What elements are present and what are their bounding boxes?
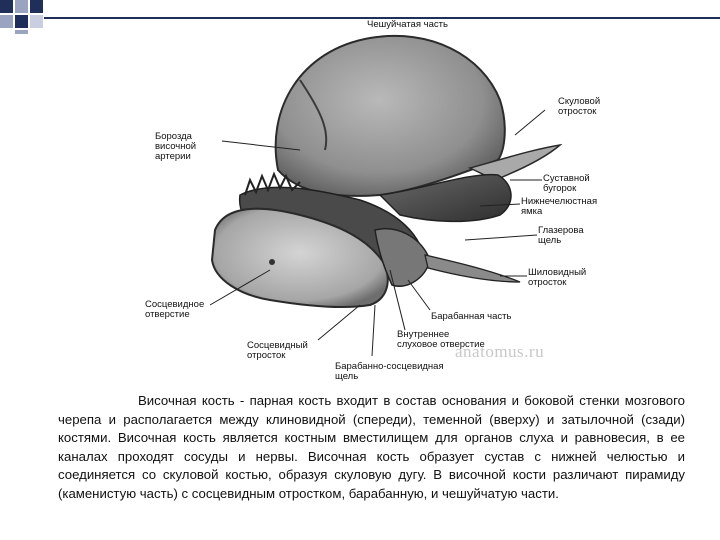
label-internal-acoustic-opening: Внутреннее слуховое отверстие — [397, 329, 485, 350]
label-mastoid-foramen: Сосцевидное отверстие — [145, 299, 205, 320]
label-tympanic-part: Барабанная часть — [431, 311, 512, 322]
description-paragraph: Височная кость - парная кость входит в состав основания и боковой стенки мозгового черепа и располагается между клиновидной (спереди), теменной (вверху) и затылочной (сзади) костями. Височная кость является костным вместилищем для органов слуха и равновесия, в ее каналах проходят сосуды и нервы. Височная кость образует сустав с нижней челюстью и соединяется со скуловой костью, образуя скуловую дугу. В височной кости различают пирамиду (каменистую часть) с сосцевидным отростком, барабанную, и чешуйчатую части. — [58, 393, 685, 501]
label-zygomatic-process: Скуловой отросток — [558, 96, 601, 117]
label-temporal-artery-groove: Борозда височной артерии — [155, 131, 197, 162]
squamous-part-shape — [276, 36, 505, 196]
styloid-process-shape — [425, 255, 520, 282]
label-squamous-part: Чешуйчатая часть — [367, 19, 448, 30]
label-glaser-fissure: Глазерова щель — [538, 225, 584, 246]
label-tympanomastoid-fissure: Барабанно-сосцевидная щель — [335, 361, 444, 382]
label-mastoid-process: Сосцевидный отросток — [247, 340, 308, 361]
label-articular-tubercle: Суставной бугорок — [543, 173, 590, 194]
label-styloid-process: Шиловидный отросток — [528, 267, 587, 288]
watermark: anatomus.ru — [455, 342, 545, 361]
label-mandibular-fossa: Нижнечелюстная ямка — [521, 196, 598, 217]
mastoid-foramen-mark — [269, 259, 275, 265]
